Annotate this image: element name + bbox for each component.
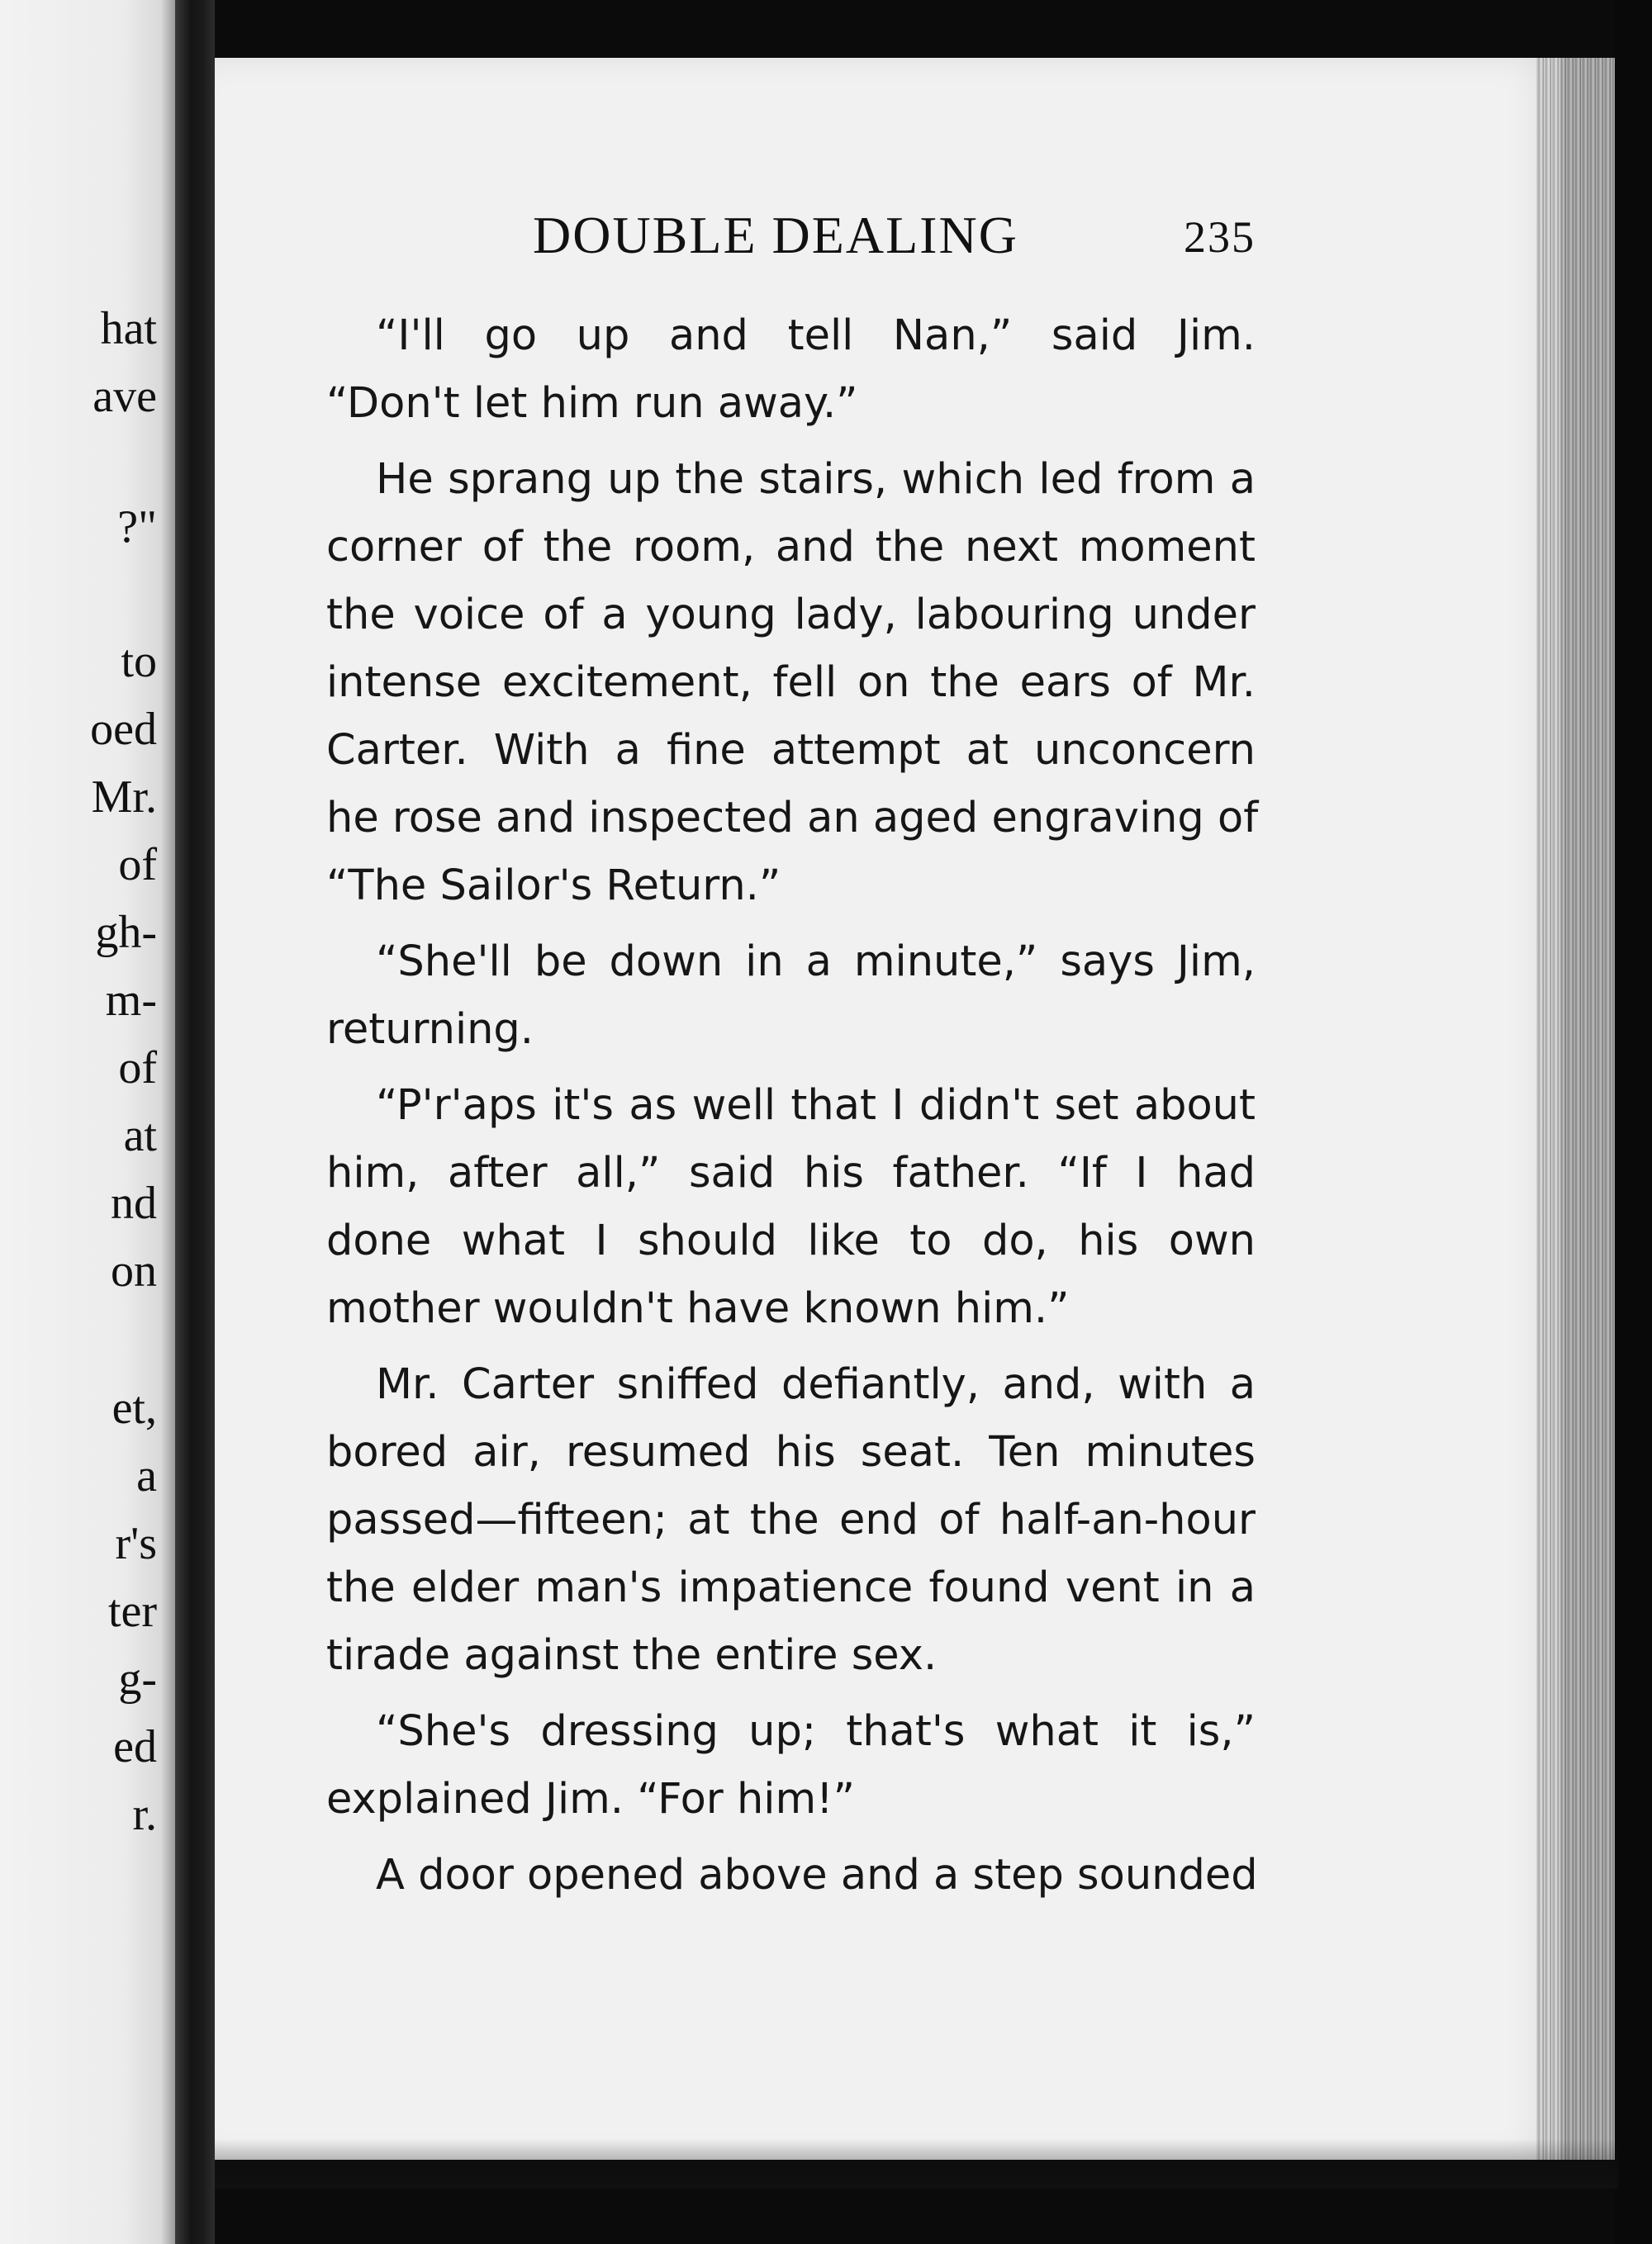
text-line: “Don't let him run away.” (326, 379, 858, 428)
text-line: A door opened above and a step sounded (376, 1851, 1258, 1900)
previous-page-fragment: gh- (95, 907, 157, 958)
previous-page-fragment: m- (105, 975, 157, 1026)
previous-page-fragment: et, (112, 1383, 157, 1434)
text-line: bored air, resumed his seat. Ten minutes (326, 1428, 1256, 1477)
page-text (326, 205, 1259, 1918)
previous-page-fragment: ter (107, 1586, 157, 1637)
text-line: explained Jim. “For him!” (326, 1775, 856, 1824)
previous-page-fragment: at (123, 1110, 157, 1161)
previous-page-fragment: ?" (117, 501, 157, 553)
text-line: “The Sailor's Return.” (326, 861, 781, 910)
previous-page-fragment: to (121, 636, 157, 687)
text-line: passed—fifteen; at the end of half-an-hour (326, 1496, 1256, 1544)
text-line: him, after all,” said his father. “If I had (326, 1149, 1256, 1198)
paragraph (326, 302, 1256, 438)
paragraph (326, 1072, 1256, 1343)
previous-page-fragment: ed (113, 1721, 157, 1772)
paragraph (326, 1698, 1256, 1834)
previous-page-fragment: r's (115, 1518, 157, 1569)
previous-page-fragment: r. (132, 1789, 157, 1840)
text-line: he rose and inspected an aged engraving of (326, 794, 1259, 842)
page-edges (1536, 58, 1615, 2160)
previous-page-fragment: g- (118, 1653, 157, 1705)
text-line: tirade against the entire sex. (326, 1631, 938, 1680)
running-head (326, 205, 1256, 279)
text-line: Carter. With a fine attempt at unconcern (326, 726, 1256, 775)
page-bottom-shadow (215, 2139, 1619, 2189)
previous-page-fragment: of (118, 1042, 157, 1094)
text-line: “She's dressing up; that's what it is,” (376, 1707, 1256, 1756)
scan-border (1615, 0, 1652, 2244)
text-line: the elder man's impatience found vent in a (326, 1563, 1256, 1612)
paragraph (326, 928, 1256, 1064)
text-line: “P'r'aps it's as well that I didn't set about (376, 1081, 1256, 1130)
previous-page-fragment: on (111, 1245, 157, 1297)
text-line: intense excitement, fell on the ears of Mr. (326, 658, 1256, 707)
running-title: DOUBLE DEALING (533, 206, 1018, 264)
previous-page-fragment: oed (90, 704, 157, 755)
book-gutter (175, 0, 215, 2244)
previous-page-fragment: nd (111, 1178, 157, 1229)
text-line: returning. (326, 1005, 534, 1054)
previous-page-fragment: Mr. (91, 771, 157, 823)
text-line: He sprang up the stairs, which led from a (376, 455, 1256, 504)
page-number: 235 (1184, 212, 1256, 262)
text-line: “She'll be down in a minute,” says Jim, (376, 937, 1256, 986)
previous-page-fragment: hat (100, 303, 157, 354)
text-line: done what I should like to do, his own (326, 1217, 1256, 1265)
text-line: corner of the room, and the next moment (326, 523, 1256, 572)
text-line: the voice of a young lady, labouring under (326, 591, 1256, 639)
previous-page-fragment: ave (93, 371, 157, 422)
paragraph (326, 446, 1259, 920)
previous-page-fragment: a (136, 1450, 157, 1502)
text-line: “I'll go up and tell Nan,” said Jim. (376, 311, 1256, 360)
text-line: Mr. Carter sniffed defiantly, and, with a (376, 1360, 1256, 1409)
paragraph (326, 1351, 1256, 1690)
paragraph (326, 1842, 1256, 1910)
previous-page-fragment: of (118, 839, 157, 890)
text-line: mother wouldn't have known him.” (326, 1284, 1070, 1333)
previous-page-edge (0, 0, 175, 2244)
body-text (326, 302, 1259, 1910)
